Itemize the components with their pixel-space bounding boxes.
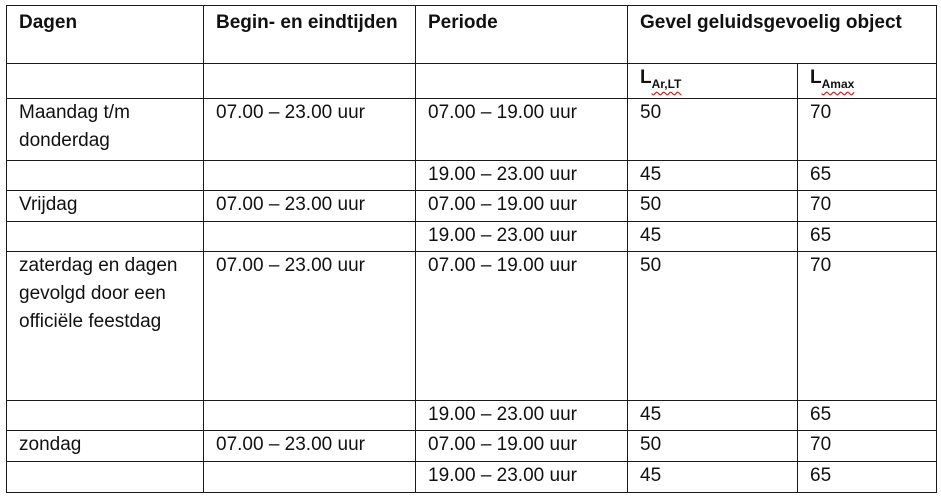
table-row — [7, 401, 937, 431]
cell-dagen — [7, 161, 204, 191]
cell-lamax: 65 — [798, 161, 937, 191]
subheader-lar-lt — [628, 64, 798, 99]
cell-periode: 07.00 – 19.00 uur — [416, 431, 628, 462]
cell-dagen — [7, 222, 204, 252]
cell-lamax: 70 — [798, 191, 937, 222]
cell-lar: 50 — [628, 99, 798, 161]
cell-periode: 07.00 – 19.00 uur — [416, 191, 628, 222]
cell-tijden: 07.00 – 23.00 uur — [204, 431, 416, 462]
cell-lamax: 65 — [798, 222, 937, 252]
subheader-lamax — [798, 64, 937, 99]
cell-tijden: 07.00 – 23.00 uur — [204, 99, 416, 161]
subheader-empty-tijden — [204, 64, 416, 99]
cell-periode: 19.00 – 23.00 uur — [416, 222, 628, 252]
cell-lar: 50 — [628, 191, 798, 222]
cell-tijden: 07.00 – 23.00 uur — [204, 252, 416, 401]
cell-periode: 07.00 – 19.00 uur — [416, 252, 628, 401]
cell-dagen: zondag — [7, 431, 204, 462]
cell-dagen — [7, 462, 204, 493]
cell-tijden — [204, 161, 416, 191]
cell-lamax: 70 — [798, 431, 937, 462]
cell-lar: 45 — [628, 161, 798, 191]
cell-tijden — [204, 401, 416, 431]
table-row — [7, 252, 937, 401]
table-row — [7, 431, 937, 462]
cell-periode: 19.00 – 23.00 uur — [416, 462, 628, 493]
cell-dagen: Maandag t/m donderdag — [7, 99, 204, 161]
cell-lamax: 65 — [798, 401, 937, 431]
cell-periode: 19.00 – 23.00 uur — [416, 401, 628, 431]
header-periode: Periode — [416, 6, 628, 64]
table-row — [7, 191, 937, 222]
cell-lamax: 70 — [798, 99, 937, 161]
subheader-row — [7, 64, 937, 99]
cell-tijden: 07.00 – 23.00 uur — [204, 191, 416, 222]
header-row — [7, 6, 937, 64]
cell-lamax: 70 — [798, 252, 937, 401]
cell-lar: 45 — [628, 462, 798, 493]
header-dagen: Dagen — [7, 6, 204, 64]
lar-subscript: Ar,LT — [651, 77, 682, 91]
cell-lar: 50 — [628, 252, 798, 401]
header-begin-eindtijden: Begin- en eindtijden — [204, 6, 416, 64]
cell-periode: 19.00 – 23.00 uur — [416, 161, 628, 191]
cell-tijden — [204, 462, 416, 493]
cell-dagen: zaterdag en dagen gevolgd door een officiële feestdag — [7, 252, 204, 401]
cell-lar: 45 — [628, 401, 798, 431]
cell-tijden — [204, 222, 416, 252]
cell-lar: 50 — [628, 431, 798, 462]
cell-dagen — [7, 401, 204, 431]
cell-lar: 45 — [628, 222, 798, 252]
subheader-empty-dagen — [7, 64, 204, 99]
lamax-subscript: Amax — [821, 77, 855, 91]
table-row — [7, 99, 937, 161]
lar-symbol: L — [640, 67, 652, 88]
cell-periode: 07.00 – 19.00 uur — [416, 99, 628, 161]
table-row — [7, 161, 937, 191]
lamax-symbol: L — [810, 67, 822, 88]
header-gevel: Gevel geluidsgevoelig object — [628, 6, 937, 64]
cell-lamax: 65 — [798, 462, 937, 493]
table-row — [7, 462, 937, 493]
table-row — [7, 222, 937, 252]
cell-dagen: Vrijdag — [7, 191, 204, 222]
subheader-empty-periode — [416, 64, 628, 99]
noise-limits-table — [6, 5, 937, 493]
